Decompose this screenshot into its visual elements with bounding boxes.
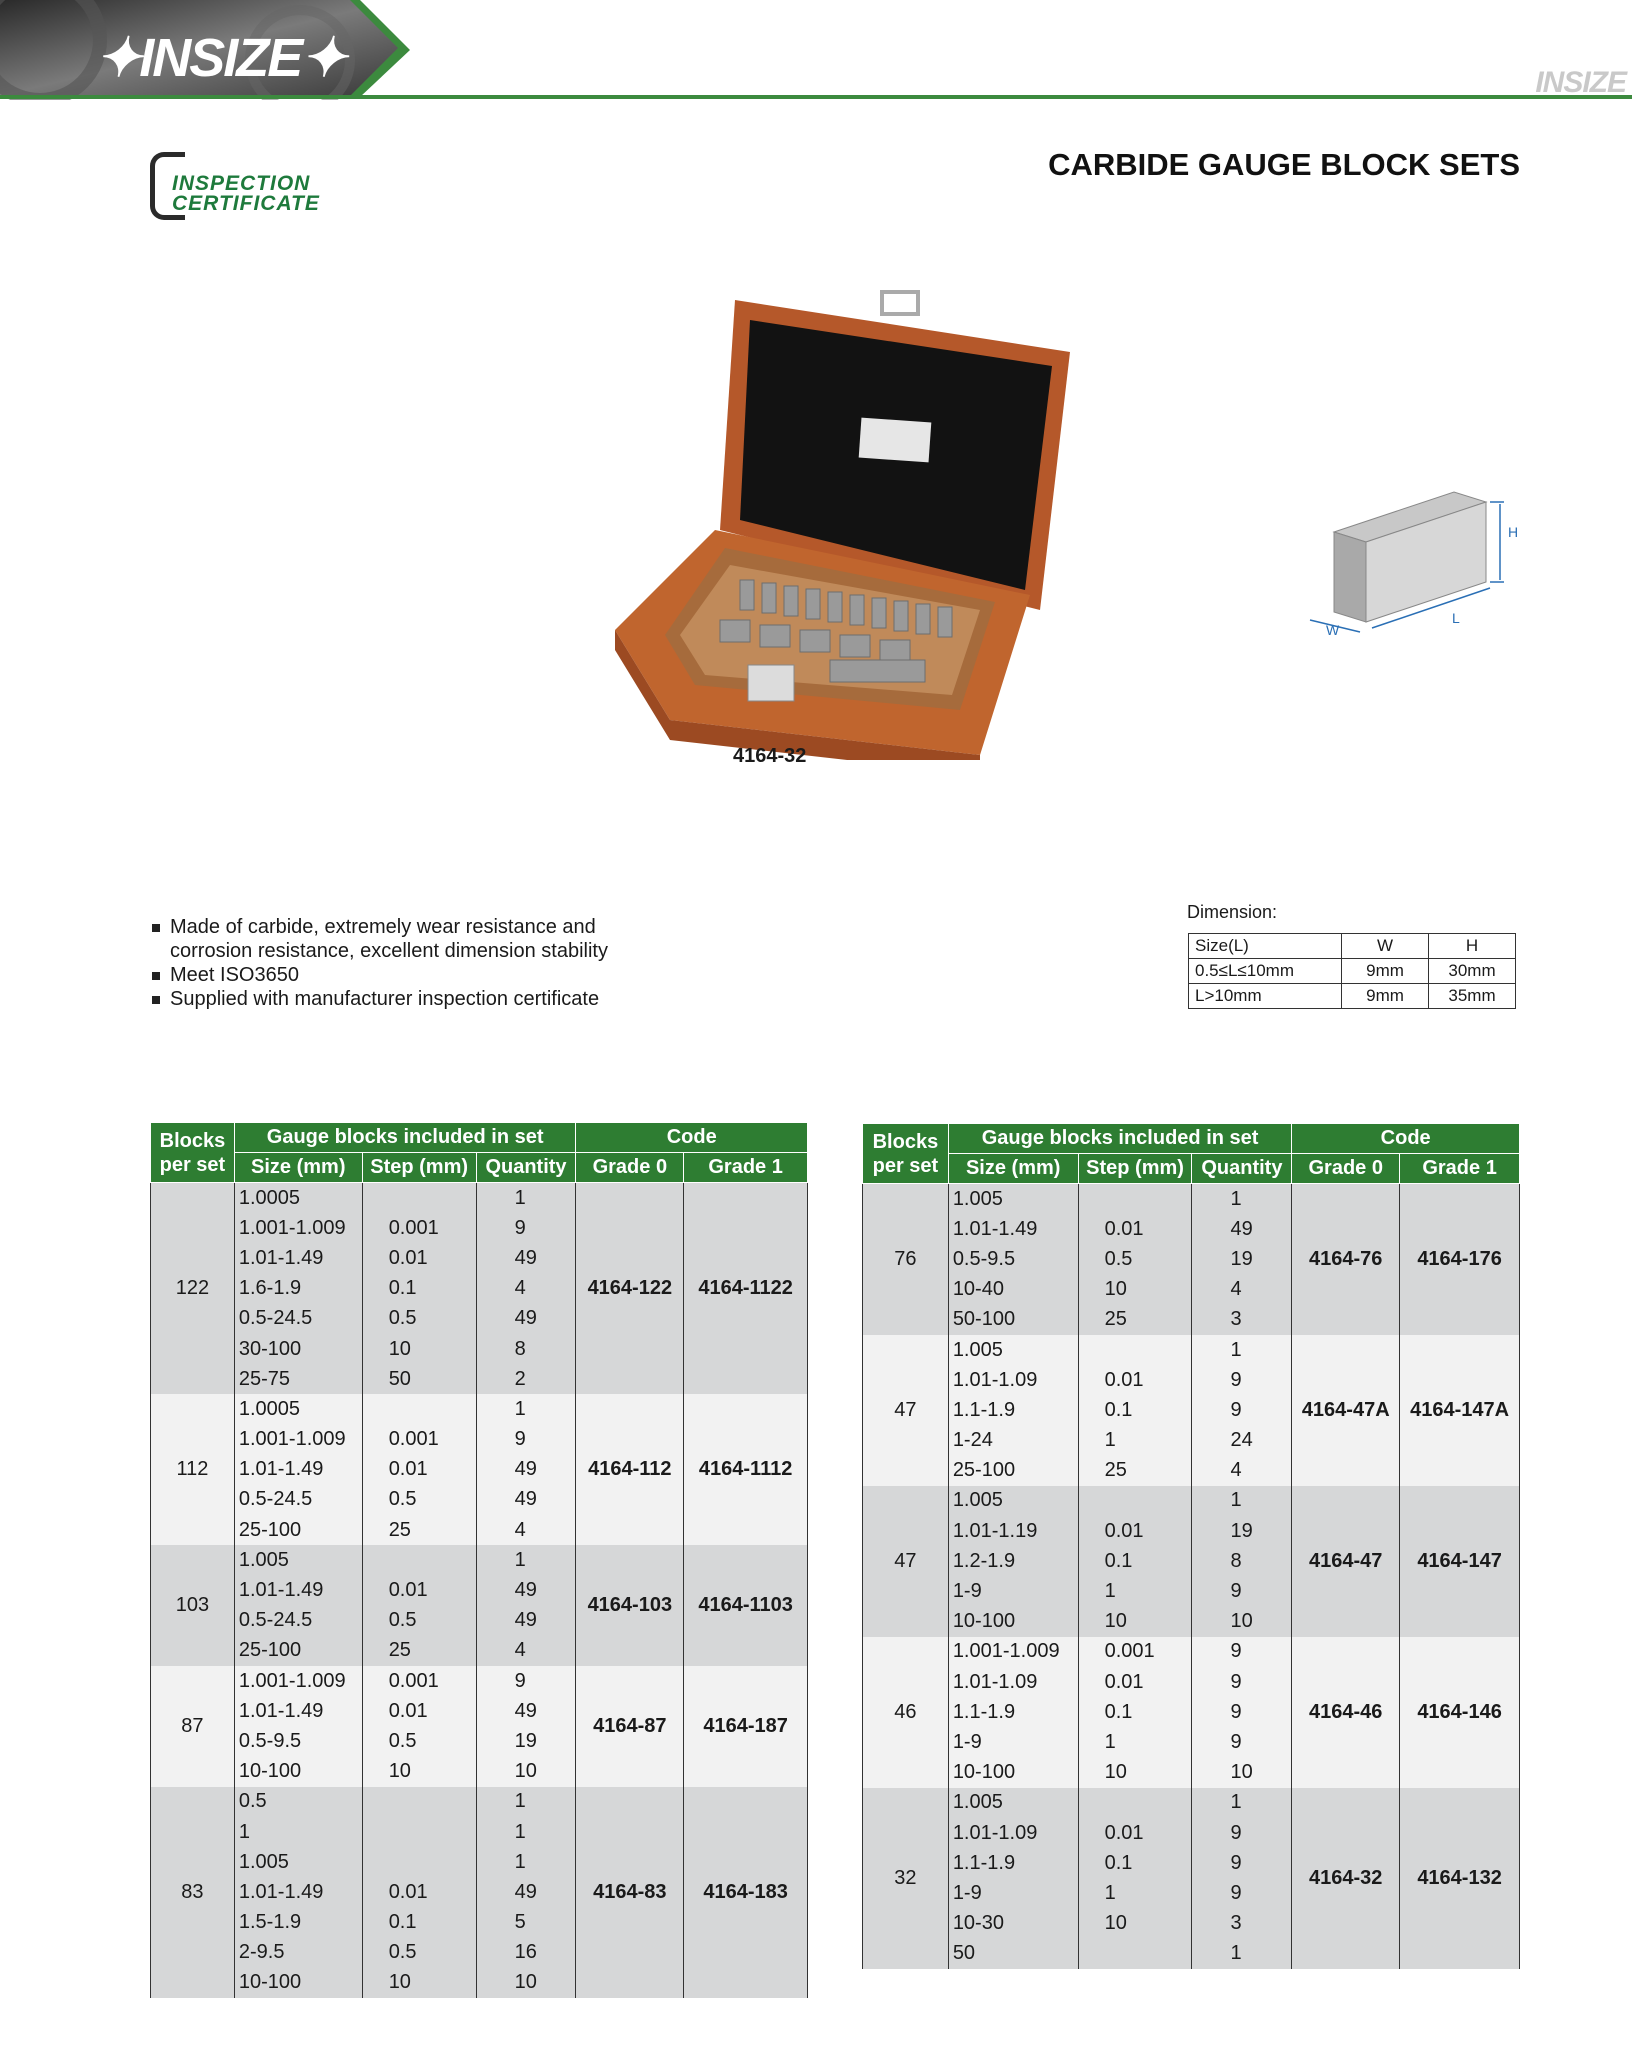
grade0-code-cell: 4164-83 bbox=[576, 1787, 684, 1998]
dimension-label: Dimension: bbox=[1187, 902, 1278, 922]
header-size: Size (mm) bbox=[234, 1153, 362, 1183]
product-model-caption: 4164-32 bbox=[733, 745, 807, 767]
banner-divider bbox=[0, 95, 1632, 99]
blocks-per-set-cell: 47 bbox=[863, 1335, 949, 1486]
size-cell: 1-9 bbox=[948, 1878, 1078, 1908]
size-cell: 1-9 bbox=[948, 1727, 1078, 1757]
header-grade1: Grade 1 bbox=[684, 1153, 808, 1183]
size-cell: 1.005 bbox=[948, 1788, 1078, 1818]
size-cell: 0.5-9.5 bbox=[234, 1726, 362, 1756]
quantity-cell: 9 bbox=[1192, 1395, 1292, 1425]
table-row bbox=[151, 1787, 808, 1817]
header-grade1: Grade 1 bbox=[1400, 1154, 1520, 1184]
quantity-cell: 2 bbox=[476, 1364, 576, 1394]
quantity-cell: 19 bbox=[1192, 1516, 1292, 1546]
grade0-code-cell: 4164-103 bbox=[576, 1545, 684, 1666]
grade1-code-cell: 4164-147 bbox=[1400, 1486, 1520, 1637]
size-cell: 1.01-1.09 bbox=[948, 1818, 1078, 1848]
step-cell: 0.1 bbox=[1078, 1395, 1192, 1425]
blocks-per-set-cell: 103 bbox=[151, 1545, 235, 1666]
quantity-cell: 10 bbox=[476, 1757, 576, 1787]
quantity-cell: 1 bbox=[1192, 1486, 1292, 1516]
size-cell: 1.1-1.9 bbox=[948, 1395, 1078, 1425]
certificate-line-2: CERTIFICATE bbox=[172, 192, 320, 215]
dimension-cell: 0.5≤L≤10mm bbox=[1189, 959, 1342, 984]
size-cell: 2-9.5 bbox=[234, 1938, 362, 1968]
step-cell: 0.1 bbox=[1078, 1697, 1192, 1727]
dimension-cell: 9mm bbox=[1342, 959, 1429, 984]
dimension-cell: 35mm bbox=[1429, 984, 1516, 1009]
quantity-cell: 1 bbox=[1192, 1788, 1292, 1818]
watermark-logo: INSIZE bbox=[1535, 66, 1626, 99]
step-cell bbox=[1078, 1788, 1192, 1818]
quantity-cell: 3 bbox=[1192, 1305, 1292, 1335]
step-cell: 0.01 bbox=[362, 1455, 476, 1485]
size-cell: 0.5 bbox=[234, 1787, 362, 1817]
blocks-per-set-cell: 122 bbox=[151, 1183, 235, 1395]
size-cell: 1.01-1.49 bbox=[234, 1455, 362, 1485]
quantity-cell: 4 bbox=[1192, 1275, 1292, 1305]
feature-list bbox=[150, 915, 670, 1011]
quantity-cell: 24 bbox=[1192, 1426, 1292, 1456]
step-cell: 25 bbox=[1078, 1456, 1192, 1486]
table-row bbox=[863, 1184, 1520, 1215]
logo-text: INSIZE bbox=[139, 28, 302, 88]
grade0-code-cell: 4164-87 bbox=[576, 1666, 684, 1787]
step-cell bbox=[1078, 1184, 1192, 1215]
size-cell: 1.001-1.009 bbox=[948, 1637, 1078, 1667]
header-banner bbox=[0, 0, 1632, 100]
quantity-cell: 4 bbox=[476, 1636, 576, 1666]
quantity-cell: 1 bbox=[476, 1847, 576, 1877]
step-cell: 1 bbox=[1078, 1576, 1192, 1606]
size-cell: 1.01-1.49 bbox=[948, 1214, 1078, 1244]
size-cell: 0.5-9.5 bbox=[948, 1244, 1078, 1274]
header-code: Code bbox=[1292, 1124, 1520, 1154]
quantity-cell: 4 bbox=[476, 1274, 576, 1304]
grade1-code-cell: 4164-147A bbox=[1400, 1335, 1520, 1486]
blocks-per-set-cell: 46 bbox=[863, 1637, 949, 1788]
quantity-cell: 1 bbox=[476, 1787, 576, 1817]
step-cell: 0.5 bbox=[362, 1726, 476, 1756]
step-cell: 0.001 bbox=[362, 1213, 476, 1243]
size-cell: 1.005 bbox=[948, 1184, 1078, 1215]
grade1-code-cell: 4164-176 bbox=[1400, 1184, 1520, 1335]
logo-arrow-left-icon: ✦ bbox=[96, 28, 140, 88]
quantity-cell: 10 bbox=[1192, 1607, 1292, 1637]
header-code: Code bbox=[576, 1123, 808, 1153]
quantity-cell: 1 bbox=[1192, 1335, 1292, 1365]
step-cell bbox=[362, 1545, 476, 1575]
header-grade0: Grade 0 bbox=[576, 1153, 684, 1183]
quantity-cell: 16 bbox=[476, 1938, 576, 1968]
step-cell: 10 bbox=[362, 1968, 476, 1998]
size-cell: 1.005 bbox=[948, 1335, 1078, 1365]
size-cell: 1.01-1.09 bbox=[948, 1667, 1078, 1697]
grade1-code-cell: 4164-1112 bbox=[684, 1394, 808, 1545]
table-row bbox=[151, 1666, 808, 1696]
table-row bbox=[151, 1394, 808, 1424]
size-cell: 1.6-1.9 bbox=[234, 1274, 362, 1304]
quantity-cell: 9 bbox=[476, 1666, 576, 1696]
quantity-cell: 1 bbox=[476, 1394, 576, 1424]
blocks-per-set-cell: 87 bbox=[151, 1666, 235, 1787]
size-cell: 25-100 bbox=[234, 1515, 362, 1545]
size-cell: 25-100 bbox=[234, 1636, 362, 1666]
quantity-cell: 9 bbox=[476, 1425, 576, 1455]
table-subheader-row bbox=[863, 1154, 1520, 1184]
step-cell: 0.01 bbox=[1078, 1214, 1192, 1244]
step-cell: 1 bbox=[1078, 1727, 1192, 1757]
size-cell: 10-30 bbox=[948, 1909, 1078, 1939]
step-cell: 0.001 bbox=[1078, 1637, 1192, 1667]
size-cell: 10-100 bbox=[234, 1757, 362, 1787]
size-cell: 1.005 bbox=[234, 1545, 362, 1575]
quantity-cell: 9 bbox=[1192, 1818, 1292, 1848]
quantity-cell: 49 bbox=[476, 1575, 576, 1605]
size-cell: 50 bbox=[948, 1939, 1078, 1969]
size-cell: 10-100 bbox=[234, 1968, 362, 1998]
quantity-cell: 10 bbox=[476, 1968, 576, 1998]
gauge-block-sets-table-left bbox=[150, 1122, 808, 1998]
step-cell: 25 bbox=[362, 1636, 476, 1666]
quantity-cell: 9 bbox=[1192, 1878, 1292, 1908]
quantity-cell: 1 bbox=[1192, 1939, 1292, 1969]
grade0-code-cell: 4164-47 bbox=[1292, 1486, 1400, 1637]
size-cell: 10-40 bbox=[948, 1275, 1078, 1305]
step-cell bbox=[362, 1817, 476, 1847]
grade1-code-cell: 4164-146 bbox=[1400, 1637, 1520, 1788]
dimension-table bbox=[1188, 933, 1516, 1009]
step-cell: 25 bbox=[1078, 1305, 1192, 1335]
quantity-cell: 49 bbox=[476, 1606, 576, 1636]
quantity-cell: 1 bbox=[476, 1545, 576, 1575]
block-dimension-diagram bbox=[1290, 480, 1520, 650]
quantity-cell: 4 bbox=[1192, 1456, 1292, 1486]
certificate-line-1: INSPECTION bbox=[172, 172, 311, 195]
step-cell: 10 bbox=[1078, 1909, 1192, 1939]
grade1-code-cell: 4164-1122 bbox=[684, 1183, 808, 1395]
size-cell: 1.5-1.9 bbox=[234, 1908, 362, 1938]
grade0-code-cell: 4164-112 bbox=[576, 1394, 684, 1545]
table-row bbox=[151, 1183, 808, 1214]
header-gauge-blocks-included: Gauge blocks included in set bbox=[948, 1124, 1292, 1154]
step-cell: 0.01 bbox=[1078, 1667, 1192, 1697]
step-cell: 0.01 bbox=[1078, 1516, 1192, 1546]
quantity-cell: 1 bbox=[1192, 1184, 1292, 1215]
size-cell: 1.01-1.49 bbox=[234, 1575, 362, 1605]
size-cell: 10-100 bbox=[948, 1607, 1078, 1637]
step-cell: 50 bbox=[362, 1364, 476, 1394]
step-cell: 0.5 bbox=[362, 1304, 476, 1334]
header-size: Size (mm) bbox=[948, 1154, 1078, 1184]
size-cell: 30-100 bbox=[234, 1334, 362, 1364]
step-cell: 0.1 bbox=[1078, 1546, 1192, 1576]
grade0-code-cell: 4164-32 bbox=[1292, 1788, 1400, 1969]
step-cell: 1 bbox=[1078, 1426, 1192, 1456]
gauge-block-sets-table-right bbox=[862, 1123, 1520, 1969]
header-gauge-blocks-included: Gauge blocks included in set bbox=[234, 1123, 576, 1153]
step-cell bbox=[1078, 1486, 1192, 1516]
table-row bbox=[863, 1335, 1520, 1365]
step-cell: 0.001 bbox=[362, 1425, 476, 1455]
step-cell: 25 bbox=[362, 1515, 476, 1545]
step-cell bbox=[362, 1394, 476, 1424]
table-header-row bbox=[863, 1124, 1520, 1154]
step-cell: 0.01 bbox=[362, 1877, 476, 1907]
dimension-w-label: W bbox=[1326, 622, 1340, 638]
step-cell: 0.1 bbox=[362, 1908, 476, 1938]
dimension-row bbox=[1189, 984, 1516, 1009]
size-cell: 1-9 bbox=[948, 1576, 1078, 1606]
step-cell: 10 bbox=[1078, 1607, 1192, 1637]
size-cell: 1.01-1.49 bbox=[234, 1243, 362, 1273]
inspection-certificate-badge bbox=[150, 152, 340, 214]
size-cell: 25-75 bbox=[234, 1364, 362, 1394]
quantity-cell: 49 bbox=[1192, 1214, 1292, 1244]
quantity-cell: 9 bbox=[1192, 1667, 1292, 1697]
step-cell: 0.5 bbox=[362, 1606, 476, 1636]
size-cell: 1-24 bbox=[948, 1426, 1078, 1456]
grade0-code-cell: 4164-76 bbox=[1292, 1184, 1400, 1335]
size-cell: 1.1-1.9 bbox=[948, 1848, 1078, 1878]
quantity-cell: 4 bbox=[476, 1515, 576, 1545]
quantity-cell: 49 bbox=[476, 1455, 576, 1485]
step-cell: 0.5 bbox=[362, 1938, 476, 1968]
header-quantity: Quantity bbox=[1192, 1154, 1292, 1184]
step-cell: 10 bbox=[1078, 1275, 1192, 1305]
dimension-header-w: W bbox=[1342, 934, 1429, 959]
feature-item: Supplied with manufacturer inspection certificate bbox=[150, 987, 670, 1011]
header-blocks-per-set: Blocks per set bbox=[863, 1124, 949, 1184]
step-cell bbox=[1078, 1939, 1192, 1969]
step-cell: 0.01 bbox=[1078, 1365, 1192, 1395]
page-title: CARBIDE GAUGE BLOCK SETS bbox=[1048, 147, 1520, 182]
step-cell: 0.1 bbox=[1078, 1848, 1192, 1878]
size-cell: 0.5-24.5 bbox=[234, 1606, 362, 1636]
grade1-code-cell: 4164-187 bbox=[684, 1666, 808, 1787]
header-step: Step (mm) bbox=[362, 1153, 476, 1183]
size-cell: 1.01-1.49 bbox=[234, 1696, 362, 1726]
dimension-header-h: H bbox=[1429, 934, 1516, 959]
grade0-code-cell: 4164-122 bbox=[576, 1183, 684, 1395]
quantity-cell: 8 bbox=[476, 1334, 576, 1364]
size-cell: 1.1-1.9 bbox=[948, 1697, 1078, 1727]
header-quantity: Quantity bbox=[476, 1153, 576, 1183]
quantity-cell: 9 bbox=[1192, 1637, 1292, 1667]
header-grade0: Grade 0 bbox=[1292, 1154, 1400, 1184]
table-row bbox=[863, 1788, 1520, 1818]
dimension-h-label: H bbox=[1508, 524, 1519, 540]
quantity-cell: 49 bbox=[476, 1304, 576, 1334]
quantity-cell: 49 bbox=[476, 1243, 576, 1273]
quantity-cell: 9 bbox=[1192, 1365, 1292, 1395]
size-cell: 1.001-1.009 bbox=[234, 1425, 362, 1455]
table-header-row bbox=[151, 1123, 808, 1153]
size-cell: 1.001-1.009 bbox=[234, 1213, 362, 1243]
grade1-code-cell: 4164-132 bbox=[1400, 1788, 1520, 1969]
grade0-code-cell: 4164-46 bbox=[1292, 1637, 1400, 1788]
size-cell: 1.005 bbox=[948, 1486, 1078, 1516]
blocks-per-set-cell: 83 bbox=[151, 1787, 235, 1998]
step-cell: 0.01 bbox=[1078, 1818, 1192, 1848]
blocks-per-set-cell: 76 bbox=[863, 1184, 949, 1335]
quantity-cell: 9 bbox=[1192, 1727, 1292, 1757]
quantity-cell: 9 bbox=[1192, 1697, 1292, 1727]
quantity-cell: 3 bbox=[1192, 1909, 1292, 1939]
step-cell: 0.001 bbox=[362, 1666, 476, 1696]
step-cell: 10 bbox=[362, 1757, 476, 1787]
gauge-block-drawing-icon bbox=[1290, 480, 1520, 650]
size-cell: 1.0005 bbox=[234, 1183, 362, 1214]
dimension-header-row bbox=[1189, 934, 1516, 959]
size-cell: 1.01-1.09 bbox=[948, 1365, 1078, 1395]
size-cell: 0.5-24.5 bbox=[234, 1304, 362, 1334]
quantity-cell: 19 bbox=[1192, 1244, 1292, 1274]
feature-item: Made of carbide, extremely wear resistance and corrosion resistance, excellent dimension stability bbox=[150, 915, 670, 963]
quantity-cell: 49 bbox=[476, 1696, 576, 1726]
step-cell: 0.5 bbox=[1078, 1244, 1192, 1274]
feature-item: Meet ISO3650 bbox=[150, 963, 670, 987]
quantity-cell: 9 bbox=[1192, 1576, 1292, 1606]
dimension-cell: 30mm bbox=[1429, 959, 1516, 984]
blocks-per-set-cell: 32 bbox=[863, 1788, 949, 1969]
step-cell: 0.01 bbox=[362, 1696, 476, 1726]
quantity-cell: 19 bbox=[476, 1726, 576, 1756]
size-cell: 50-100 bbox=[948, 1305, 1078, 1335]
step-cell: 1 bbox=[1078, 1878, 1192, 1908]
table-subheader-row bbox=[151, 1153, 808, 1183]
dimension-row bbox=[1189, 959, 1516, 984]
step-cell bbox=[362, 1847, 476, 1877]
quantity-cell: 9 bbox=[1192, 1848, 1292, 1878]
quantity-cell: 1 bbox=[476, 1183, 576, 1214]
step-cell bbox=[362, 1183, 476, 1214]
quantity-cell: 49 bbox=[476, 1485, 576, 1515]
step-cell: 10 bbox=[1078, 1758, 1192, 1788]
dimension-l-label: L bbox=[1452, 610, 1460, 626]
quantity-cell: 5 bbox=[476, 1908, 576, 1938]
grade1-code-cell: 4164-1103 bbox=[684, 1545, 808, 1666]
size-cell: 1.001-1.009 bbox=[234, 1666, 362, 1696]
dimension-cell: L>10mm bbox=[1189, 984, 1342, 1009]
quantity-cell: 8 bbox=[1192, 1546, 1292, 1576]
quantity-cell: 9 bbox=[476, 1213, 576, 1243]
quantity-cell: 1 bbox=[476, 1817, 576, 1847]
dimension-header-size: Size(L) bbox=[1189, 934, 1342, 959]
step-cell bbox=[362, 1787, 476, 1817]
size-cell: 1.2-1.9 bbox=[948, 1546, 1078, 1576]
size-cell: 10-100 bbox=[948, 1758, 1078, 1788]
quantity-cell: 49 bbox=[476, 1877, 576, 1907]
size-cell: 1 bbox=[234, 1817, 362, 1847]
size-cell: 1.005 bbox=[234, 1847, 362, 1877]
dimension-cell: 9mm bbox=[1342, 984, 1429, 1009]
quantity-cell: 10 bbox=[1192, 1758, 1292, 1788]
step-cell: 0.1 bbox=[362, 1274, 476, 1304]
blocks-per-set-cell: 112 bbox=[151, 1394, 235, 1545]
table-row bbox=[863, 1486, 1520, 1516]
step-cell: 0.01 bbox=[362, 1243, 476, 1273]
grade0-code-cell: 4164-47A bbox=[1292, 1335, 1400, 1486]
header-step: Step (mm) bbox=[1078, 1154, 1192, 1184]
size-cell: 1.0005 bbox=[234, 1394, 362, 1424]
step-cell: 0.5 bbox=[362, 1485, 476, 1515]
insize-logo bbox=[96, 26, 345, 89]
step-cell: 0.01 bbox=[362, 1575, 476, 1605]
step-cell bbox=[1078, 1335, 1192, 1365]
grade1-code-cell: 4164-183 bbox=[684, 1787, 808, 1998]
header-blocks-per-set: Blocks per set bbox=[151, 1123, 235, 1183]
size-cell: 1.01-1.49 bbox=[234, 1877, 362, 1907]
size-cell: 1.01-1.19 bbox=[948, 1516, 1078, 1546]
logo-arrow-right-icon: ✦ bbox=[301, 28, 345, 88]
gauge-block-case-icon bbox=[600, 280, 1080, 760]
table-row bbox=[151, 1545, 808, 1575]
size-cell: 25-100 bbox=[948, 1456, 1078, 1486]
step-cell: 10 bbox=[362, 1334, 476, 1364]
table-row bbox=[863, 1637, 1520, 1667]
product-image bbox=[600, 280, 1080, 760]
size-cell: 0.5-24.5 bbox=[234, 1485, 362, 1515]
blocks-per-set-cell: 47 bbox=[863, 1486, 949, 1637]
